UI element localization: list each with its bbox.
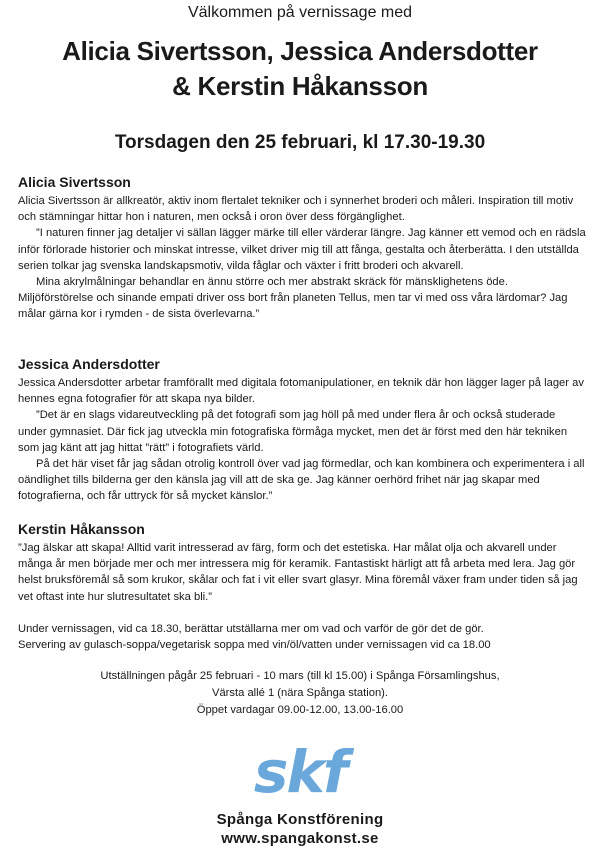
title-line-1: Alicia Sivertsson, Jessica Andersdotter — [62, 36, 538, 66]
exhibition-line: Värsta allé 1 (nära Spånga station). — [212, 687, 388, 699]
artist-paragraph: ”Det är en slags vidareutveckling på det fotografi som jag höll på med under flera år och också studerade under gymnasiet. Där fick jag utveckla min fotografiska förmåga mycket, men det är först med den här tekniken som jag känt att jag hittat ”rätt” i fotografiets värld. — [18, 409, 568, 454]
event-date: Torsdagen den 25 februari, kl 17.30-19.30 — [114, 132, 486, 153]
info-line: Servering av gulasch-soppa/vegetarisk soppa med vin/öl/vatten under vernissagen vid ca 18.00 — [18, 639, 491, 652]
info-line: Under vernissagen, vid ca 18.30, berättar utställarna mer om vad och varför de gör det de gör. — [18, 623, 484, 635]
artist-name: Kerstin Håkansson — [18, 521, 145, 537]
artist-name: Jessica Andersdotter — [18, 356, 160, 372]
artist-section-alicia — [18, 174, 586, 323]
exhibition-line: Öppet vardagar 09.00-12.00, 13.00-16.00 — [196, 704, 404, 716]
organization-url[interactable]: www.spangakonst.se — [221, 830, 379, 847]
artist-paragraph: Mina akrylmålningar behandlar en ännu större och mer abstrakt skräck för mänsklighetens öde. Miljöförstörelse och sinande empati driver oss bort från planeten Tellus, men tar vi med oss våra lärdomar? Jag målar gärna kor i rymden - de sista överlevarna.” — [18, 276, 568, 321]
exhibition-line: Utställningen pågår 25 februari - 10 mars (till kl 15.00) i Spånga Församlingshus, — [100, 670, 500, 682]
artist-paragraph: ”Jag älskar att skapa! Alltid varit intresserad av färg, form och det estetiska. Har målat olja och akvarell under många år men började mer och mer intressera mig för keramik. Fantastiskt härligt att få arbeta med lera. Jag gör helst bruksföremål så som krukor, skålar och fat i vit eller svart glasyr. Mina föremål växer fram under tiden så jag vet oftast inte hur slutresultatet ska bli.” — [18, 542, 578, 603]
exhibition-details — [0, 668, 600, 719]
intro-text: Välkommen på vernissage med — [187, 4, 413, 21]
artist-paragraph: På det här viset får jag sådan otrolig kontroll över vad jag förmedlar, och kan kombinera och experimentera i all oändlighet tills bilderna ger den känsla jag vill att de ska ge. Jag känner oerhörd frihet när jag skapar med fotografierna, och får uttryck för så mycket känslor.” — [18, 458, 585, 503]
artist-name: Alicia Sivertsson — [18, 174, 131, 190]
artist-section-jessica — [18, 356, 586, 505]
artist-paragraph: ”I naturen finner jag detaljer vi sällan lägger märke till eller värderar längre. Jag känner ett vemod och en rädsla inför förlorade historier och minskat intresse, vilket driver mig till att fånga, gestalta och återberätta. I den utställda serien tolkar jag svenska landskapsmotiv, vilda fåglar och växter i fritt broderi och akvarell. — [18, 227, 586, 272]
artist-section-kerstin — [18, 521, 586, 605]
title-line-2: & Kerstin Håkansson — [172, 71, 428, 101]
vernissage-info — [18, 621, 586, 653]
artist-paragraph: Alicia Sivertsson är allkreatör, aktiv inom flertalet tekniker och i synnerhet broderi och måleri. Inspiration till motiv och stämningar hittar hon i naturen, men också i oron över dess förgänglighet. — [18, 195, 574, 224]
page-title — [0, 34, 600, 104]
skf-logo — [218, 740, 382, 804]
organization — [0, 810, 600, 848]
organization-name: Spånga Konstförening — [216, 811, 384, 828]
svg-text:skf: skf — [253, 740, 347, 804]
artist-paragraph: Jessica Andersdotter arbetar framförallt med digitala fotomanipulationer, en teknik där hon lägger lager på lager av hennes egna fotografier för att skapa nya bilder. — [18, 377, 584, 406]
